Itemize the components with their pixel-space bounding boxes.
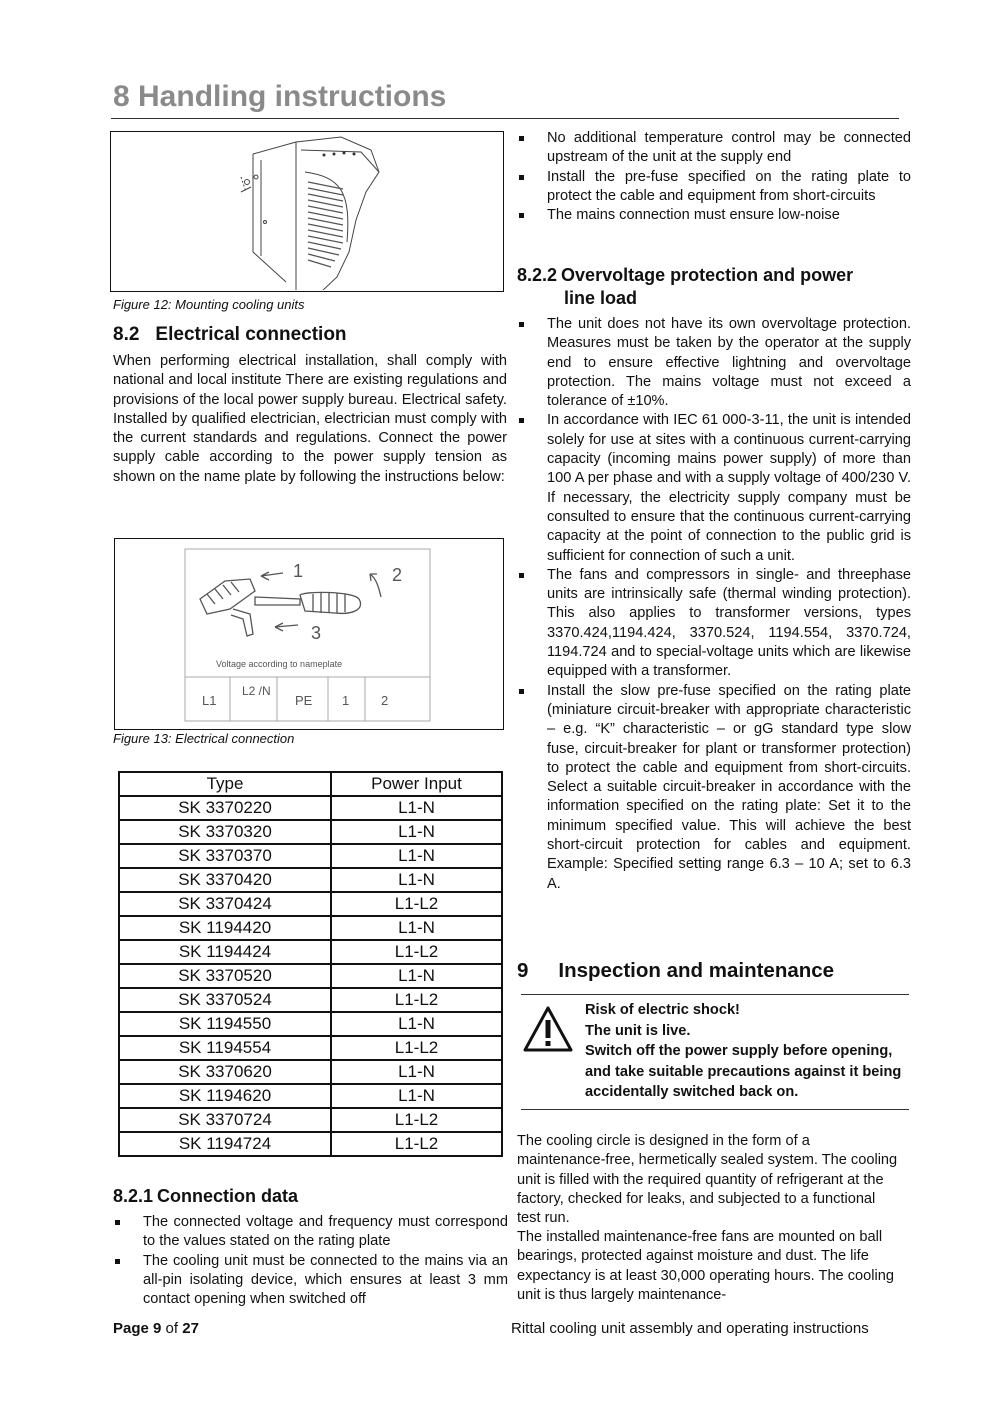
type-cell: SK 3370424 <box>119 892 331 916</box>
table-row <box>119 1060 502 1084</box>
section-title: Electrical connection <box>155 324 347 345</box>
table-header-type: Type <box>119 772 331 796</box>
figure-13 <box>114 538 504 730</box>
table-row <box>119 796 502 820</box>
table-row <box>119 892 502 916</box>
figure-12-caption: Figure 12: Mounting cooling units <box>113 297 305 312</box>
warning-icon <box>523 1006 573 1052</box>
list-item: No additional temperature control may be connected upstream of the unit at the supply end <box>517 129 911 168</box>
power-input-cell: L1-N <box>331 844 502 868</box>
terminal-pe: PE <box>295 693 313 708</box>
page-number <box>113 1320 199 1337</box>
table-header-power-input: Power Input <box>331 772 502 796</box>
table-row <box>119 1132 502 1156</box>
section-title: Connection data <box>157 1186 299 1206</box>
arrow-label-3: 3 <box>311 623 322 643</box>
power-input-cell: L1-L2 <box>331 1108 502 1132</box>
maintenance-paragraph-2: The installed maintenance-free fans are mounted on ball bearings, protected against moisture and dust. The life expectancy is at least 30,000 operating hours. The cooling unit is thus largely maintenance- <box>517 1229 894 1303</box>
table-row <box>119 916 502 940</box>
power-input-cell: L1-L2 <box>331 940 502 964</box>
terminal-2: 2 <box>381 693 389 708</box>
maintenance-paragraph-1: The cooling circle is designed in the form of a maintenance-free, hermetically sealed system. The cooling unit is filled with the required quantity of refrigerant at the factory, checked for leaks, and subjected to a functional test run. <box>517 1133 898 1227</box>
table-row <box>119 1012 502 1036</box>
page-label: Page <box>113 1320 149 1337</box>
type-cell: SK 1194420 <box>119 916 331 940</box>
power-input-cell: L1-N <box>331 916 502 940</box>
type-cell: SK 1194424 <box>119 940 331 964</box>
type-cell: SK 3370420 <box>119 868 331 892</box>
arrow-label-1: 1 <box>293 561 304 581</box>
type-cell: SK 1194554 <box>119 1036 331 1060</box>
table-row <box>119 868 502 892</box>
section-number: 8.2 <box>113 324 140 345</box>
list-item: The cooling unit must be connected to the mains via an all-pin isolating device, which ensures at least 3 mm contact opening when switched off <box>113 1252 508 1310</box>
type-cell: SK 1194724 <box>119 1132 331 1156</box>
table-row <box>119 964 502 988</box>
table-row <box>119 1036 502 1060</box>
warning-line: Risk of electric shock! <box>585 1002 740 1018</box>
list-item: The unit does not have its own overvoltage protection. Measures must be taken by the operator at the supply end to ensure effective lightning and overvoltage protection. The mains voltage must not exceed a tolerance of ±10%. <box>517 315 911 411</box>
warning-line: The unit is live. <box>585 1022 691 1039</box>
power-input-cell: L1-N <box>331 1012 502 1036</box>
terminal-1: 1 <box>342 693 350 708</box>
type-cell: SK 1194620 <box>119 1084 331 1108</box>
power-input-cell: L1-L2 <box>331 1132 502 1156</box>
list-item: Install the pre-fuse specified on the rating plate to protect the cable and equipment from short-circuits <box>517 168 911 207</box>
power-input-cell: L1-N <box>331 820 502 844</box>
table-row <box>119 988 502 1012</box>
section-8-2-body: When performing electrical installation, shall comply with national and local institute There are existing regulations and provisions of the local power supply bureau. Electrical safety. Installed by qualified electrician, electrician must comply with the current standards and regulations. Connect the power supply cable according to the power supply tension as shown on the name plate by following the instructions below: <box>113 353 507 485</box>
section-number: 8.2.1 <box>113 1186 154 1206</box>
type-cell: SK 3370370 <box>119 844 331 868</box>
title-divider <box>111 118 899 119</box>
page-of: of <box>165 1320 179 1337</box>
power-input-cell: L1-N <box>331 796 502 820</box>
power-input-cell: L1-L2 <box>331 1036 502 1060</box>
connection-data-list <box>113 1213 508 1309</box>
list-item: In accordance with IEC 61 000-3-11, the unit is intended solely for use at sites with a continuous current-carrying capacity (incoming mains power supply) of more than 100 A per phase and with a supply voltage of 400/230 V. If necessary, the electricity supply company must be consulted to ensure that the continuous current-carrying capacity at the point of connection to the public grid is sufficient for connection of such a unit. <box>517 411 911 565</box>
power-input-cell: L1-N <box>331 1060 502 1084</box>
table-header-row <box>119 772 502 796</box>
section-8-2-1-heading <box>113 1186 298 1207</box>
section-9-heading <box>517 959 834 983</box>
type-cell: SK 3370524 <box>119 988 331 1012</box>
figure-12 <box>110 131 504 292</box>
power-input-cell: L1-L2 <box>331 988 502 1012</box>
list-item: The fans and compressors in single- and threephase units are intrinsically safe (thermal winding protection). This also applies to transformer versions, types 3370.424,1194.424, 3370.524, 1194.554, 3370.724, 1194.724 and to special-voltage units which are likewise equipped with a transformer. <box>517 566 911 682</box>
terminal-l2n: L2 /N <box>242 684 271 698</box>
section-8-2-2-heading <box>517 264 911 310</box>
section-title: Overvoltage protection and power <box>561 265 854 285</box>
top-bullet-list <box>517 129 911 225</box>
section-title-continued: line load <box>564 288 638 308</box>
warning-top-rule <box>521 994 909 995</box>
warning-line: Switch off the power supply before opening, and take suitable precautions against it being accidentally switched back on. <box>585 1043 902 1100</box>
power-input-cell: L1-N <box>331 1084 502 1108</box>
warning-message <box>585 1000 907 1103</box>
power-input-table <box>118 771 503 1157</box>
section-number: 8.2.2 <box>517 265 558 285</box>
arrow-label-2: 2 <box>392 565 403 585</box>
electrical-connection-illustration <box>115 539 502 728</box>
type-cell: SK 3370320 <box>119 820 331 844</box>
table-row <box>119 820 502 844</box>
list-item: Install the slow pre-fuse specified on the rating plate (miniature circuit-breaker with appropriate characteristic – e.g. “K” characteristic – or gG standard type slow fuse, circuit-breaker for plant or transformer protection) to protect the cable and equipment from short-circuits. Select a suitable circuit-breaker in accordance with the information specified on the rating plate: Set it to the minimum specified value. This will achieve the best short-circuit protection for cables and equipment. Example: Specified setting range 6.3 – 10 A; set to 6.3 A. <box>517 682 911 894</box>
type-cell: SK 3370220 <box>119 796 331 820</box>
type-cell: SK 3370724 <box>119 1108 331 1132</box>
page-total: 27 <box>182 1320 199 1337</box>
footer-document-title: Rittal cooling unit assembly and operating instructions <box>511 1320 869 1337</box>
type-cell: SK 3370620 <box>119 1060 331 1084</box>
power-input-cell: L1-N <box>331 964 502 988</box>
type-cell: SK 1194550 <box>119 1012 331 1036</box>
page-title: 8 Handling instructions <box>113 80 447 113</box>
table-row <box>119 940 502 964</box>
voltage-note: Voltage according to nameplate <box>216 659 343 669</box>
type-cell: SK 3370520 <box>119 964 331 988</box>
section-number: 9 <box>517 959 529 982</box>
warning-bottom-rule <box>521 1109 909 1110</box>
list-item: The connected voltage and frequency must correspond to the values stated on the rating plate <box>113 1213 508 1252</box>
section-title: Inspection and maintenance <box>558 959 835 982</box>
table-row <box>119 844 502 868</box>
page-current: 9 <box>153 1320 162 1337</box>
power-input-cell: L1-N <box>331 868 502 892</box>
cooling-unit-mounting-illustration <box>111 132 502 290</box>
terminal-l1: L1 <box>202 693 217 708</box>
section-8-2-heading <box>113 324 347 346</box>
list-item: The mains connection must ensure low-noise <box>517 206 911 225</box>
power-input-cell: L1-L2 <box>331 892 502 916</box>
table-row <box>119 1108 502 1132</box>
figure-13-caption: Figure 13: Electrical connection <box>113 731 295 746</box>
table-row <box>119 1084 502 1108</box>
overvoltage-bullet-list <box>517 315 911 894</box>
